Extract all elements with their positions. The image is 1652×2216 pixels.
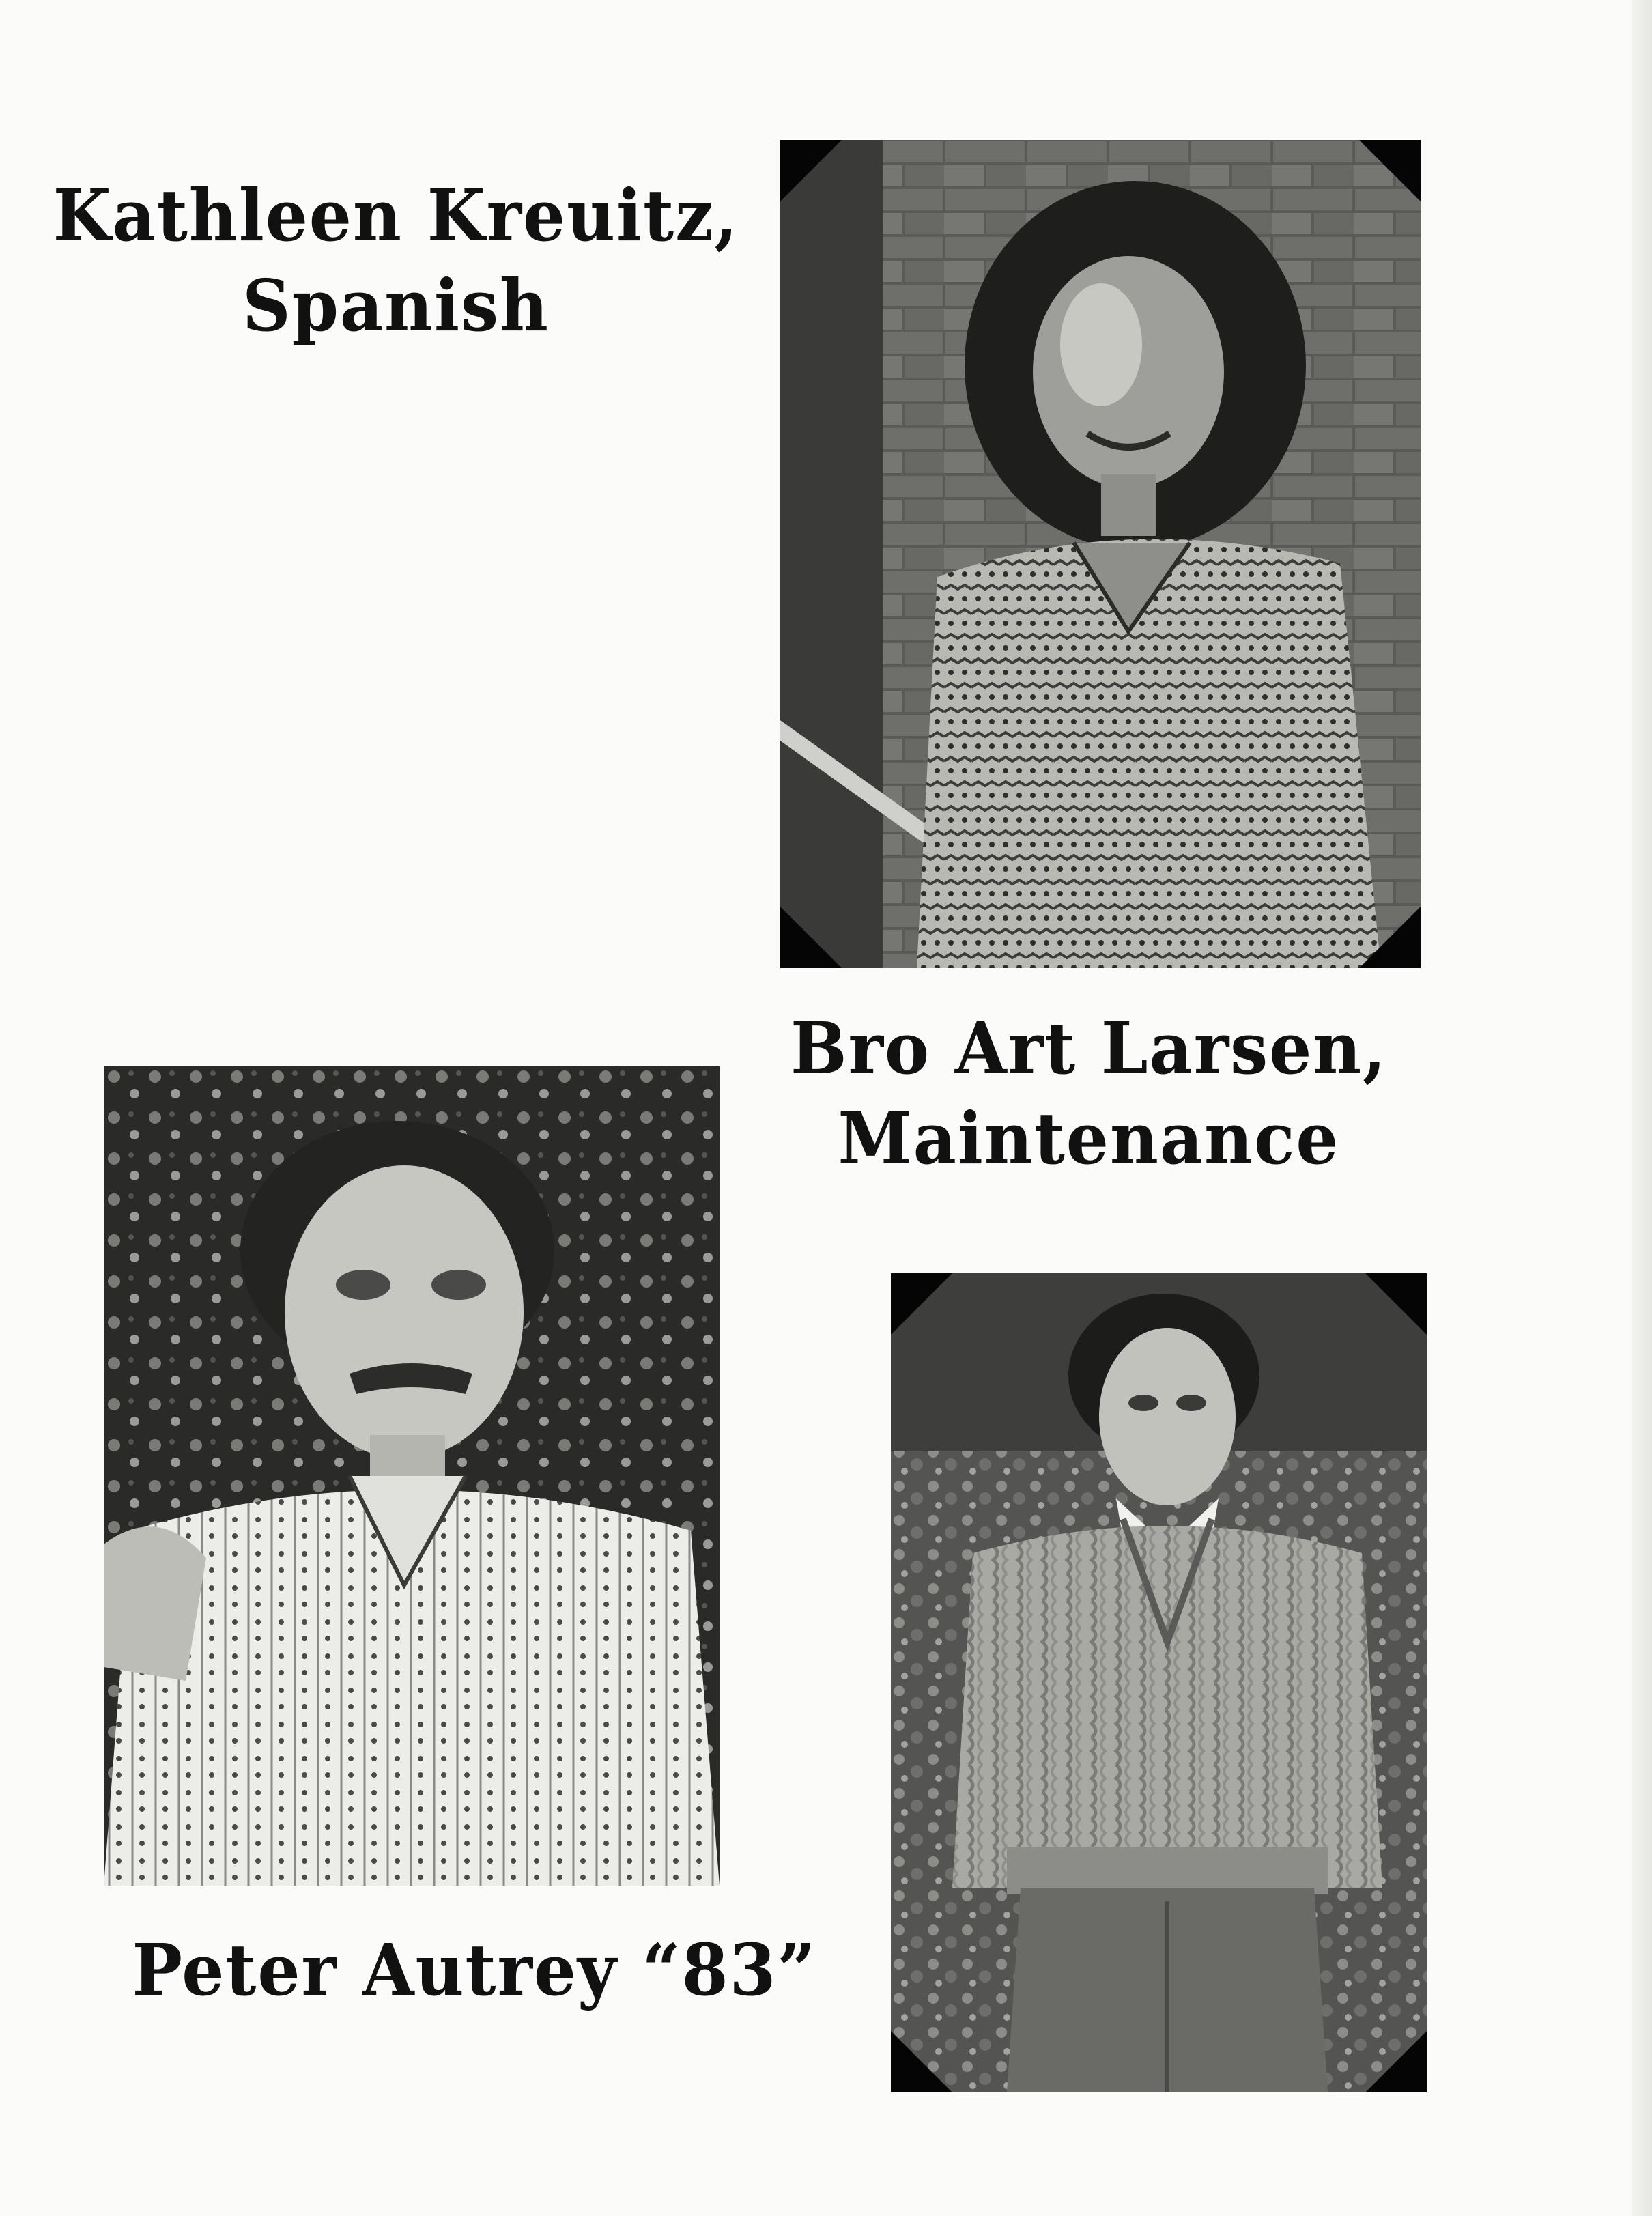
photo-kathleen-image (780, 140, 1421, 968)
caption-role: Maintenance (838, 1096, 1340, 1180)
caption-kathleen-kreuitz (49, 171, 742, 351)
photo-corner-mount (891, 1273, 952, 1335)
photo-corner-mount (780, 907, 842, 968)
photo-peter-autrey (891, 1273, 1427, 2092)
photo-corner-mount (1365, 1273, 1427, 1335)
photo-corner-mount (891, 2031, 952, 2092)
caption-name: Peter Autrey “83” (132, 1928, 817, 2012)
photo-peter-image (891, 1273, 1427, 2092)
caption-name: Kathleen Kreuitz, (53, 173, 739, 257)
photo-art-image (104, 1066, 720, 1886)
photo-bro-art-larsen (104, 1066, 720, 1886)
caption-role: Spanish (242, 264, 550, 347)
caption-name: Bro Art Larsen, (790, 1006, 1388, 1090)
photo-corner-mount (780, 140, 842, 201)
caption-bro-art-larsen (720, 1004, 1458, 1184)
caption-peter-autrey (106, 1925, 844, 2015)
page-edge (1632, 0, 1652, 2216)
photo-corner-mount (1359, 140, 1421, 201)
photo-corner-mount (1365, 2031, 1427, 2092)
photo-kathleen-kreuitz (780, 140, 1421, 968)
photo-corner-mount (1359, 907, 1421, 968)
